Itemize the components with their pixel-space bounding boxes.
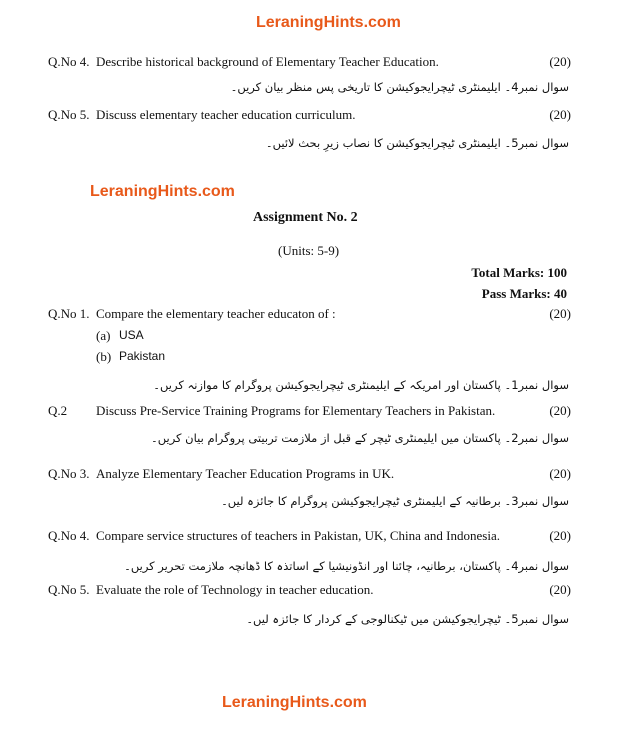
pass-marks: Pass Marks: 40 xyxy=(481,286,567,301)
option-label-a: (a) xyxy=(96,328,111,343)
question-marks: (20) xyxy=(549,306,571,321)
question-number: Q.No 5. xyxy=(48,582,90,597)
question-text: Compare the elementary teacher educaton of : xyxy=(96,306,336,321)
question-urdu: سوال نمبر5۔ ایلیمنٹری ٹیچرایجوکیشن کا نصاب زیرِ بحث لائیں۔ xyxy=(265,136,569,150)
question-number: Q.No 4. xyxy=(48,528,90,543)
question-text: Evaluate the role of Technology in teacher education. xyxy=(96,582,374,597)
question-urdu: سوال نمبر5۔ ٹیچرایجوکیشن میں ٹیکنالوجی کے کردار کا جائزہ لیں۔ xyxy=(246,612,569,626)
brand-header: LeraningHints.com xyxy=(256,14,401,31)
question-text: Discuss Pre-Service Training Programs for Elementary Teachers in Pakistan. xyxy=(96,403,496,418)
brand-watermark: LeraningHints.com xyxy=(90,183,235,200)
option-label-b: (b) xyxy=(96,349,112,364)
question-urdu: سوال نمبر2۔ پاکستان میں ایلیمنٹری ٹیچر کے قبل از ملازمت تربیتی پروگرام بیان کریں۔ xyxy=(151,431,569,445)
question-urdu: سوال نمبر4۔ ایلیمنٹری ٹیچرایجوکیشن کا تاریخی پس منظر بیان کریں۔ xyxy=(230,80,569,94)
question-marks: (20) xyxy=(549,403,571,418)
question-number: Q.No 5. xyxy=(48,107,90,122)
option-text-pakistan: Pakistan xyxy=(119,349,166,363)
question-number: Q.No 4. xyxy=(48,54,90,69)
brand-footer: LeraningHints.com xyxy=(222,694,367,711)
assignment-title: Assignment No. 2 xyxy=(253,210,358,225)
question-marks: (20) xyxy=(549,466,571,481)
question-urdu: سوال نمبر4۔ پاکستان، برطانیہ، چائنا اور انڈونیشیا کے اساتذہ کا ڈھانچہ ملازمت تحریر کریں۔ xyxy=(124,559,569,573)
option-text-usa: USA xyxy=(119,328,144,342)
question-urdu: سوال نمبر3۔ برطانیہ کے ایلیمنٹری ٹیچرایجوکیشن پروگرام کا جائزہ لیں۔ xyxy=(221,494,569,508)
total-marks: Total Marks: 100 xyxy=(471,265,567,280)
question-number: Q.No 1. xyxy=(48,306,90,321)
question-number: Q.2 xyxy=(48,403,68,418)
question-marks: (20) xyxy=(549,54,571,69)
assignment-units: (Units: 5-9) xyxy=(278,243,340,258)
question-text: Analyze Elementary Teacher Education Programs in UK. xyxy=(96,466,395,481)
question-marks: (20) xyxy=(549,107,571,122)
question-urdu: سوال نمبر1۔ پاکستان اور امریکہ کے ایلیمنٹری ٹیچرایجوکیشن پروگرام کا موازنہ کریں۔ xyxy=(153,378,569,392)
question-text: Discuss elementary teacher education curriculum. xyxy=(96,107,356,122)
question-marks: (20) xyxy=(549,582,571,597)
question-text: Describe historical background of Elementary Teacher Education. xyxy=(96,54,439,69)
question-number: Q.No 3. xyxy=(48,466,90,481)
question-marks: (20) xyxy=(549,528,571,543)
question-text: Compare service structures of teachers in Pakistan, UK, China and Indonesia. xyxy=(96,528,500,543)
